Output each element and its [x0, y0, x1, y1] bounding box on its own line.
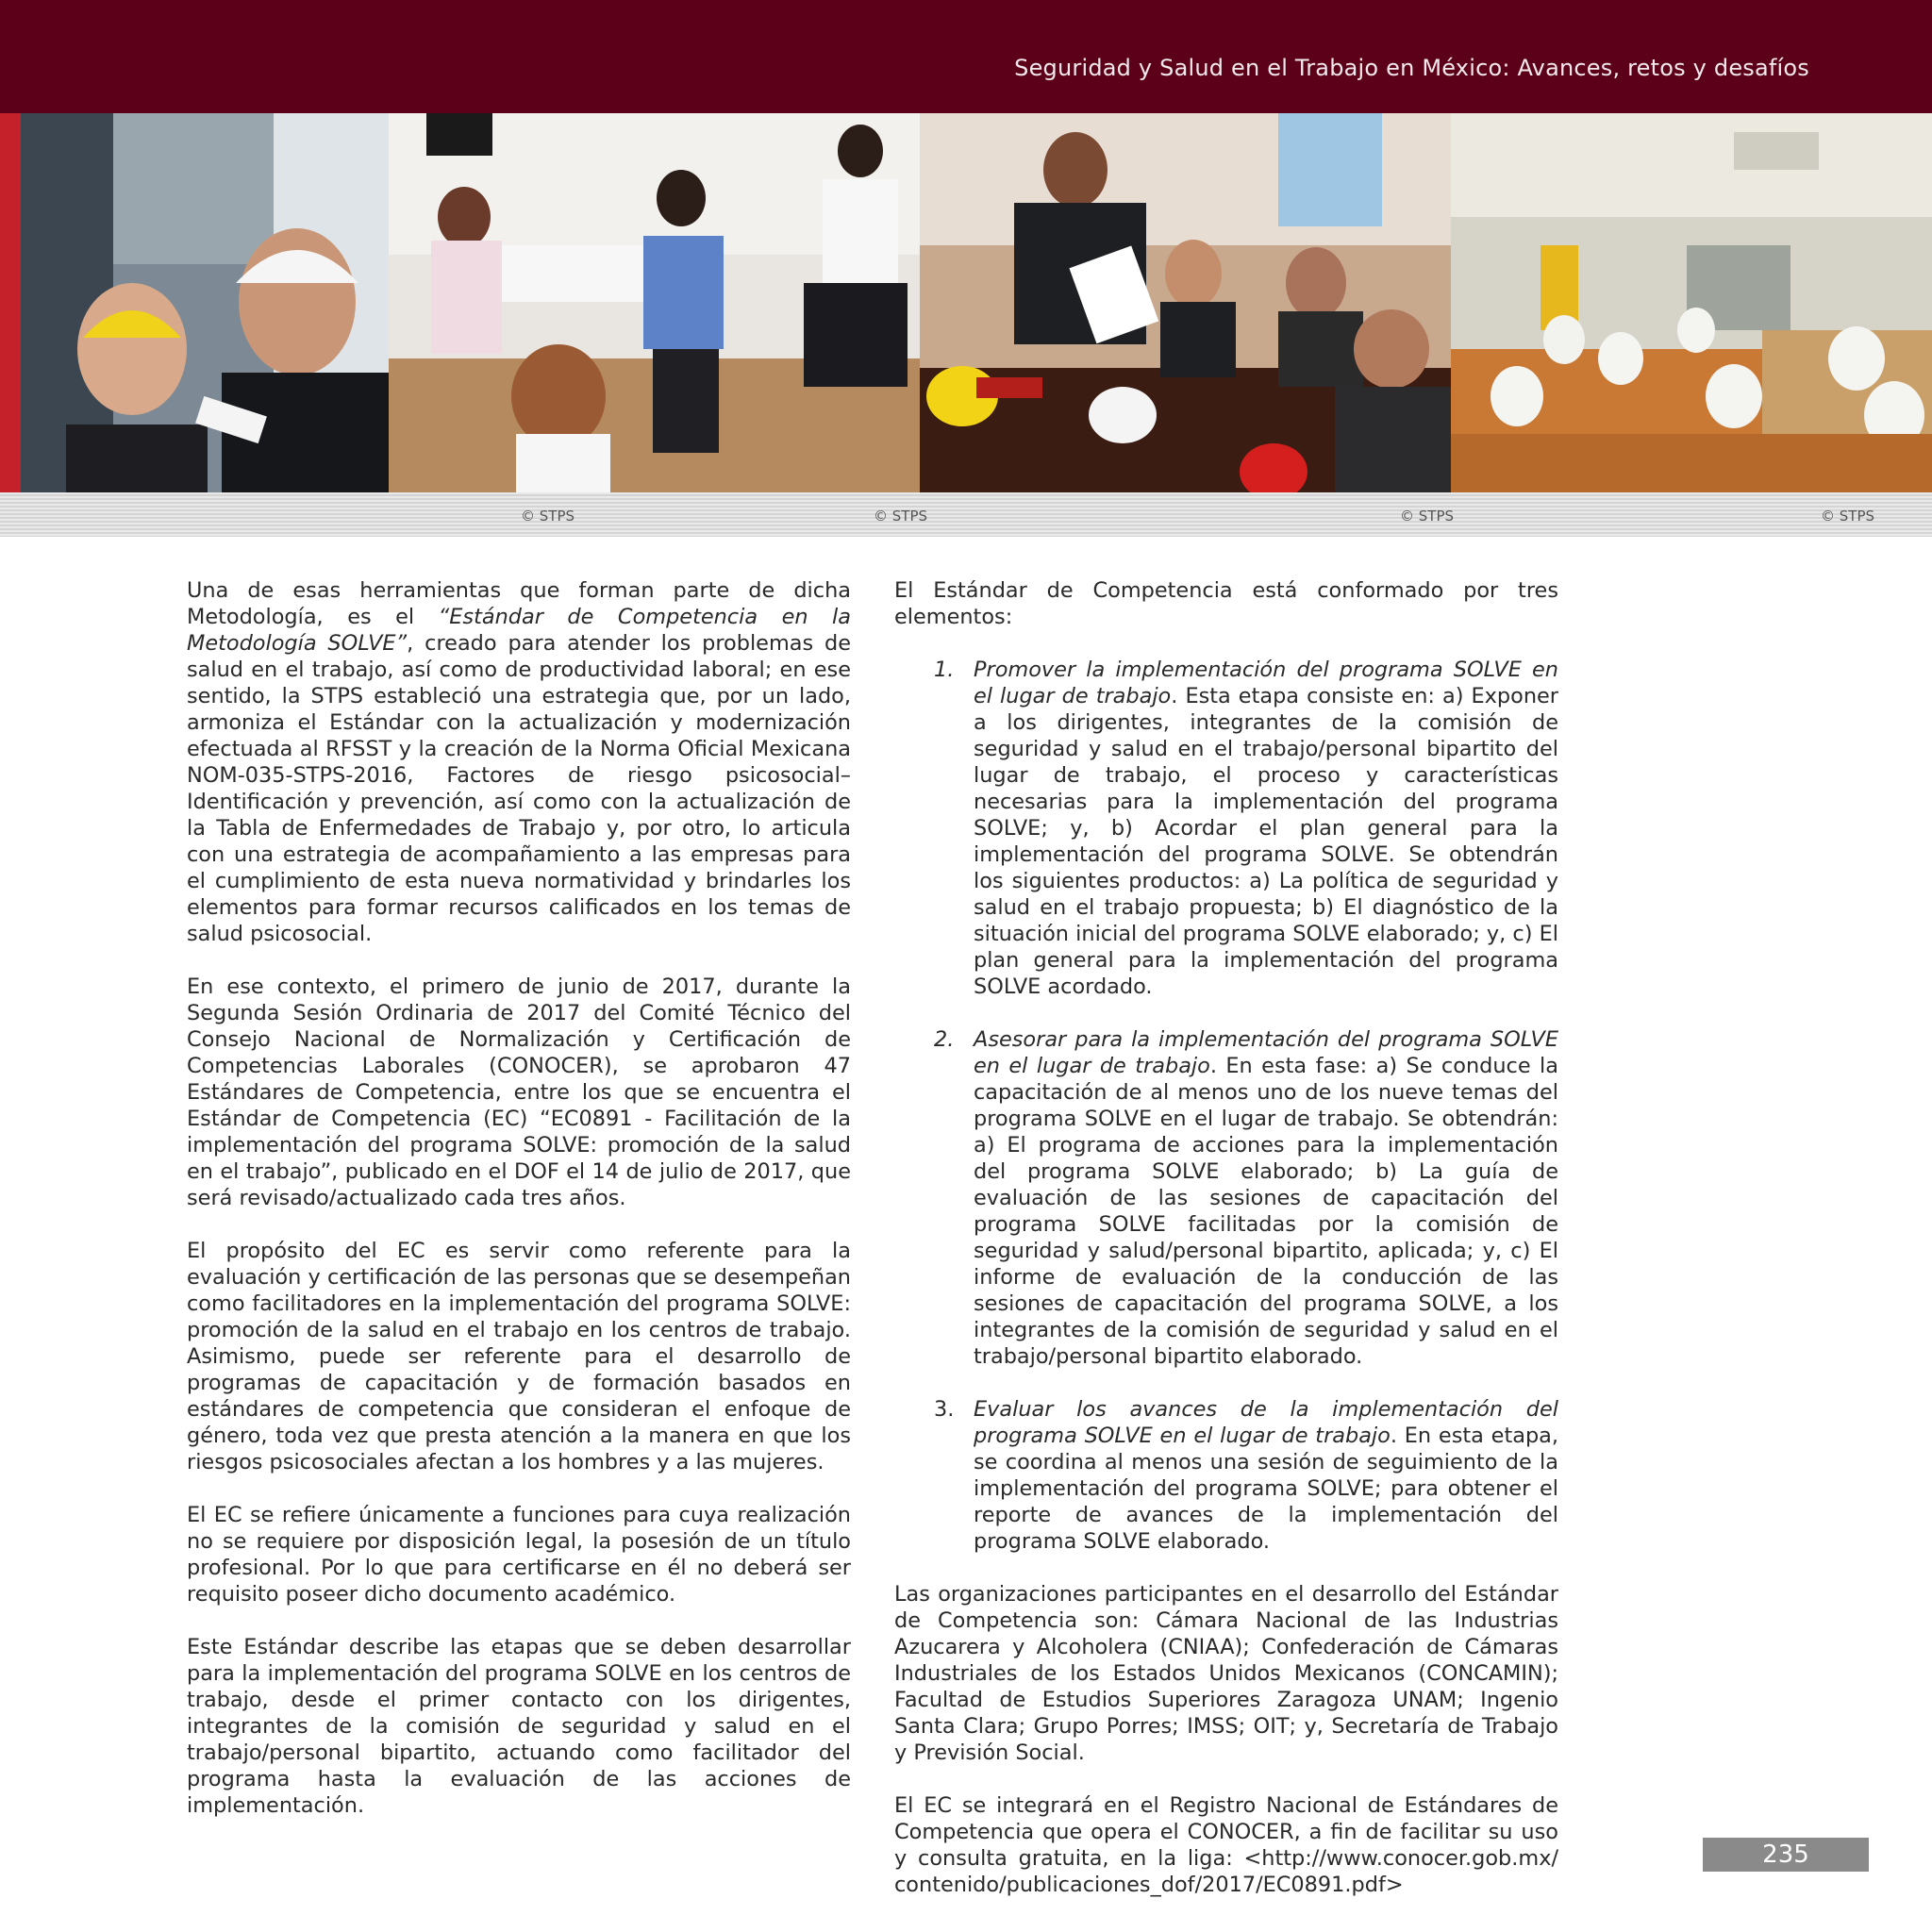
left-column	[187, 577, 851, 1845]
list-item: 3. Evaluar los avances de la implementación del programa SOLVE en el lugar de trabajo. En esta etapa, se coordina al menos una sesión de seguimiento de la implementación del programa SOLVE; para obtener el reporte de avances de la implementación del programa SOLVE elaborado.	[934, 1397, 1559, 1554]
paragraph: El propósito del EC es servir como referente para la evaluación y certificación de las personas que se desempeñan como facilitadores en la implementación del programa SOLVE: promoción de la salud en el trabajo en los centros de trabajo. Asimismo, puede ser referente para el desarrollo de programas de capacitación y de formación basados en estándares de competencia que consideran el enfoque de género, toda vez que presta atención a la manera en que los riesgos psicosociales afectan a los hombres y a las mujeres.	[187, 1239, 851, 1474]
photo-credit-3: © STPS	[1400, 508, 1455, 525]
paragraph: Las organizaciones participantes en el desarrollo del Estándar de Competencia son: Cámara Nacional de las Industrias Azucarera y Alcoholera (CNIAA); Confederación de Cámaras Industriales de los Estados Unidos Mexicanos (CONCAMIN); Facultad de Estudios Superiores Zaragoza UNAM; Ingenio Santa Clara; Grupo Porres; IMSS; OIT; y, Secretaría de Trabajo y Previsión Social.	[894, 1582, 1558, 1765]
photo-office-exercise	[389, 113, 920, 492]
paragraph: En ese contexto, el primero de junio de 2017, durante la Segunda Sesión Ordinaria de 2017 del Comité Técnico del Consejo Nacional de Normalización y Certificación de Competencias Laborales (CONOCER), se aprobaron 47 Estándares de Competencia, entre los que se encuentra el Estándar de Competencia (EC) “EC0891 - Facilitación de la implementación del programa SOLVE: promoción de la salud en el trabajo”, publicado en el DOF el 14 de julio de 2017, que será revisado/actualizado cada tres años.	[187, 974, 851, 1210]
page-number: 235	[1703, 1838, 1869, 1872]
elements-list	[894, 657, 1558, 1555]
page-header	[0, 0, 1932, 113]
photo-factory-workers	[1451, 113, 1932, 492]
running-title: Seguridad y Salud en el Trabajo en México: Avances, retos y desafíos	[1014, 55, 1809, 81]
paragraph: El EC se refiere únicamente a funciones para cuya realización no se requiere por disposición legal, la posesión de un título profesional. Por lo que para certificarse en él no deberá ser requisito poseer dicho documento académico.	[187, 1503, 851, 1607]
paragraph: El EC se integrará en el Registro Nacional de Estándares de Competencia que opera el CONOCER, a fin de facilitar su uso y consulta gratuita, en la liga: <http://www.conocer.gob.mx/ contenido/publicaciones_dof/2017/EC0891.pdf>	[894, 1793, 1558, 1897]
photo-credit-4: © STPS	[1821, 508, 1875, 525]
paragraph: El Estándar de Competencia está conformado por tres elementos:	[894, 578, 1558, 629]
paragraph: Este Estándar describe las etapas que se deben desarrollar para la implementación del programa SOLVE en los centros de trabajo, desde el primer contacto con los dirigentes, integrantes de la comisión de seguridad y salud en el trabajo/personal bipartito, actuando como facilitador del programa hasta la evaluación de las acciones de implementación.	[187, 1635, 851, 1818]
list-item: 2. Asesorar para la implementación del programa SOLVE en el lugar de trabajo. En esta fase: a) Se conduce la capacitación de al menos uno de los nueve temas del programa SOLVE en el lugar de trabajo. Se obtendrán: a) El programa de acciones para la implementación del programa SOLVE elaborado; b) La guía de evaluación de las sesiones de capacitación del programa SOLVE facilitadas por la comisión de seguridad y salud/personal bipartito, aplicada; y, c) El informe de evaluación de la conducción de las sesiones de capacitación del programa SOLVE, a los integrantes de la comisión de seguridad y salud en el trabajo/personal bipartito elaborado.	[934, 1027, 1559, 1369]
photo-safety-inspection	[0, 113, 389, 492]
photo-credits-bar	[0, 492, 1932, 537]
photo-strip	[0, 113, 1932, 492]
photo-meeting-document	[920, 113, 1451, 492]
paragraph: Una de esas herramientas que forman parte de dicha Metodología, es el “Estándar de Competencia en la Metodología SOLVE”, creado para atender los problemas de salud en el trabajo, así como de productividad laboral; en ese sentido, la STPS estableció una estrategia que, por un lado, armoniza el Estándar con la actualización y modernización efectuada al RFSST y la creación de la Norma Oficial Mexicana NOM-035-STPS-2016, Factores de riesgo psicosocial– Identificación y prevención, así como con la actualización de la Tabla de Enfermedades de Trabajo y, por otro, lo articula con una estrategia de acompañamiento a las empresas para el cumplimiento de esta nueva normatividad y brindarles los elementos para formar recursos calificados en los temas de salud psicosocial.	[187, 578, 851, 946]
right-column	[894, 577, 1558, 1924]
photo-credit-1: © STPS	[521, 508, 575, 525]
photo-credit-2: © STPS	[874, 508, 928, 525]
list-item: 1. Promover la implementación del programa SOLVE en el lugar de trabajo. Esta etapa consiste en: a) Exponer a los dirigentes, integrantes de la comisión de seguridad y salud en el trabajo/personal bipartito del lugar de trabajo, el proceso y características necesarias para la implementación del programa SOLVE; y, b) Acordar el plan general para la implementación del programa SOLVE. Se obtendrán los siguientes productos: a) La política de seguridad y salud en el trabajo propuesta; b) El diagnóstico de la situación inicial del programa SOLVE elaborado; y, c) El plan general para la implementación del programa SOLVE acordado.	[934, 658, 1558, 999]
